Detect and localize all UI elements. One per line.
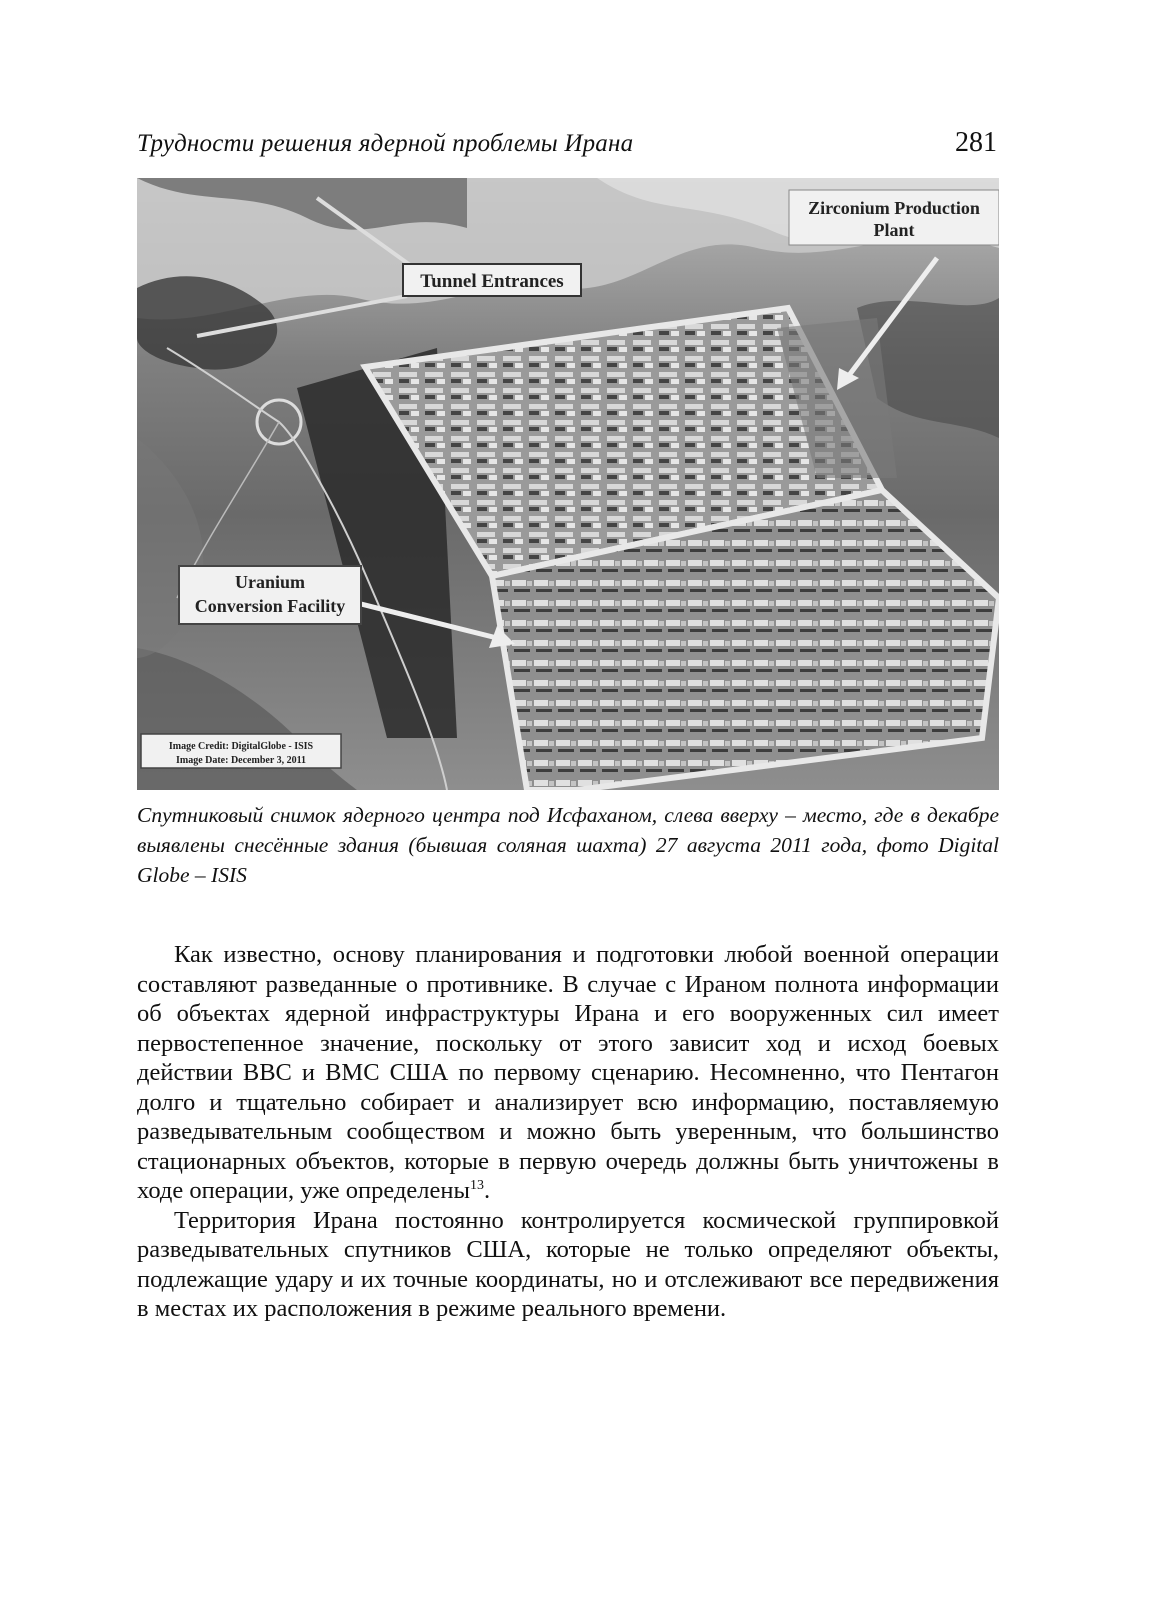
satellite-photo (137, 178, 999, 790)
image-credit (141, 734, 341, 768)
credit-line1: Image Credit: DigitalGlobe - ISIS (168, 741, 314, 752)
label-tunnel (403, 264, 581, 296)
paragraph-1 (137, 940, 999, 1206)
running-head (137, 127, 997, 166)
paragraph-1-end: . (483, 1177, 491, 1204)
footnote-ref[interactable]: 13 (469, 1177, 484, 1193)
paragraph-1-text: Как известно, основу планирования и подготовки любой военной операции составляют разведанные о противнике. В случае с Ираном полнота информации об объектах ядерной инфраструктуры Ирана и его вооруженных сил имеет первостепенное значение, поскольку от этого зависит ход и исход боевых действии ВВС и ВМС США по первому сценарию. Несомненно, что Пентагон долго и тщательно собирает и анализирует всю информацию, поставляемую разведывательным сообществом и можно быть уверенным, что большинство стационарных объектов, которые в первую очередь должны быть уничтожены в ходе операции, уже определены (137, 941, 999, 1204)
uranium-label-line2: Conversion Facility (194, 596, 346, 616)
paragraph-2: Территория Ирана постоянно контролируется космической группировкой разведывательных спутников США, которые не только определяют объекты, подлежащие удару и их точные координаты, но и отслеживают все передвижения в местах их расположения в режиме реального времени. (137, 1206, 999, 1322)
page-number: 281 (955, 127, 997, 158)
body-text (137, 940, 999, 1324)
credit-line2: Image Date: December 3, 2011 (175, 755, 307, 766)
figure-caption (137, 800, 999, 890)
uranium-label-line1: Uranium (234, 572, 306, 592)
tunnel-label: Tunnel Entrances (420, 271, 564, 292)
running-head-title: Трудности решения ядерной проблемы Ирана (137, 130, 634, 157)
label-uranium (179, 566, 361, 624)
label-zirconium (789, 190, 999, 245)
caption-text: Спутниковый снимок ядерного центра под Исфаханом, слева вверху – место, где в декабре выявлены снесённые здания (бывшая соляная шахта) 27 августа 2011 года, фото Digital Globe – ISIS (137, 803, 999, 887)
zirconium-label-line1: Zirconium Production (808, 198, 980, 218)
zirconium-label-line2: Plant (873, 220, 915, 240)
